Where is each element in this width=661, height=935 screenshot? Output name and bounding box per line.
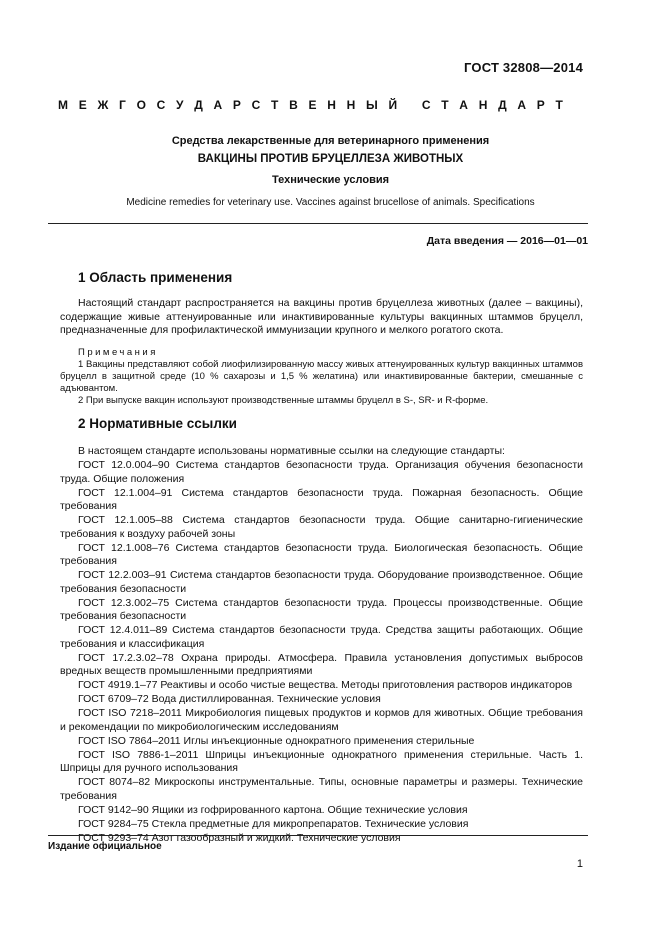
interstate-label-letter: Н xyxy=(478,98,488,112)
interstate-label-letter: Е xyxy=(78,98,87,112)
interstate-label-letter: С xyxy=(421,98,431,112)
header-divider xyxy=(48,223,588,224)
reference-item: ГОСТ 6709–72 Вода дистиллированная. Технические условия xyxy=(78,693,381,705)
reference-item: ГОСТ 12.3.002–75 Система стандартов безопасности труда. Процессы производственные. Общие требования безопасности xyxy=(60,596,583,622)
normative-references xyxy=(60,445,583,846)
interstate-label-letter: Т xyxy=(441,98,449,112)
interstate-standard-label xyxy=(58,98,563,112)
page-number: 1 xyxy=(576,858,583,870)
interstate-label-letter: Д xyxy=(194,98,203,112)
standard-code: ГОСТ 32808—2014 xyxy=(464,60,583,75)
interstate-label-letter: Ы xyxy=(365,98,378,112)
interstate-label-letter: Н xyxy=(327,98,336,112)
interstate-label-letter: Г xyxy=(119,98,126,112)
reference-item: ГОСТ 12.4.011–89 Система стандартов безопасности труда. Средства защиты работающих. Общие требования и классификация xyxy=(60,624,583,650)
introduction-date: Дата введения — 2016—01—01 xyxy=(426,235,588,247)
note-2: 2 При выпуске вакцин используют производственные штаммы бруцелл в S-, SR- и R-форме. xyxy=(78,395,489,406)
reference-item: ГОСТ ISO 7864–2011 Иглы инъекционные однократного применения стерильные xyxy=(78,734,475,747)
interstate-label-letter: У xyxy=(176,98,184,112)
references-intro: В настоящем стандарте использованы нормативные ссылки на следующие стандарты: xyxy=(78,445,505,457)
interstate-label-letter: Ж xyxy=(97,98,109,112)
notes-block xyxy=(60,347,583,407)
document-conditions: Технические условия xyxy=(271,174,390,186)
interstate-label-letter: Е xyxy=(308,98,317,112)
reference-item: ГОСТ 12.1.004–91 Система стандартов безопасности труда. Пожарная безопасность. Общие требования xyxy=(60,486,583,512)
english-title: Medicine remedies for veterinary use. Vaccines against brucellose of animals. Specifications xyxy=(126,197,535,208)
interstate-label-letter: Т xyxy=(271,98,279,112)
interstate-label-letter: Й xyxy=(388,98,398,112)
reference-item: ГОСТ 9293–74 Азот газообразный и жидкий. Технические условия xyxy=(78,831,401,844)
interstate-label-letter: Р xyxy=(536,98,545,112)
interstate-label-letter xyxy=(408,98,411,112)
section-2-heading: 2 Нормативные ссылки xyxy=(78,416,237,431)
reference-item: ГОСТ 17.2.3.02–78 Охрана природы. Атмосфера. Правила установления допустимых выбросов вредных веществ промышленными предприятиями xyxy=(60,651,583,677)
reference-item: ГОСТ 9284–75 Стекла предметные для микропрепаратов. Технические условия xyxy=(78,817,469,830)
interstate-label-letter: А xyxy=(459,98,468,112)
interstate-label-letter: М xyxy=(58,98,68,112)
reference-item: ГОСТ 12.1.008–76 Система стандартов безопасности труда. Биологическая безопасность. Общие требования xyxy=(60,541,583,567)
interstate-label-letter: Р xyxy=(232,98,241,112)
official-edition-label: Издание официальное xyxy=(48,841,162,852)
interstate-label-letter: Н xyxy=(346,98,356,112)
interstate-label-letter: С xyxy=(251,98,261,112)
reference-item: ГОСТ 12.1.005–88 Система стандартов безопасности труда. Общие санитарно-гигиенические требования к воздуху рабочей зоны xyxy=(60,514,583,540)
interstate-label-letter: О xyxy=(136,98,146,112)
interstate-label-letter: В xyxy=(289,98,298,112)
note-1: 1 Вакцины представляют собой лиофилизированную массу живых аттенуированных культур вакцинных штаммов бруцелл в защитной среде (10 % сахарозы и 1,5 % желатина) или инактивированные бактерии, смешанные с адъювантом. xyxy=(60,359,583,394)
reference-item: ГОСТ 12.2.003–91 Система стандартов безопасности труда. Оборудование производственное. Общие требования безопасности xyxy=(60,569,583,595)
footer-divider xyxy=(48,835,588,836)
interstate-label-letter: С xyxy=(156,98,166,112)
interstate-label-letter: А xyxy=(213,98,223,112)
reference-item: ГОСТ ISO 7886-1–2011 Шприцы инъекционные однократного применения стерильные. Часть 1. Шприцы для ручного использования xyxy=(60,748,583,774)
reference-item: ГОСТ ISO 7218–2011 Микробиология пищевых продуктов и кормов для животных. Общие требования и рекомендации по микробиологическим исследованиям xyxy=(60,707,583,733)
reference-item: ГОСТ 12.0.004–90 Система стандартов безопасности труда. Организация обучения безопасности труда. Общие положения xyxy=(60,459,583,485)
section-1-heading: 1 Область применения xyxy=(78,270,233,285)
notes-heading: Примечания xyxy=(78,347,158,358)
section-1-body xyxy=(60,297,583,338)
reference-item: ГОСТ 8074–82 Микроскопы инструментальные. Типы, основные параметры и размеры. Технические требования xyxy=(60,776,583,802)
reference-item: ГОСТ 4919.1–77 Реактивы и особо чистые вещества. Методы приготовления растворов индикаторов xyxy=(78,679,573,691)
interstate-label-letter: Т xyxy=(555,98,563,112)
scope-paragraph: Настоящий стандарт распространяется на вакцины против бруцеллеза животных (далее – вакцины), содержащие живые аттенуированные или инактивированные культуры вакцинных штаммов бруцелл, предназначенные для профилактической иммунизации крупного и мелкого рогатого скота. xyxy=(60,297,583,336)
document-subtitle: Средства лекарственные для ветеринарного применения xyxy=(171,135,490,147)
interstate-label-letter: А xyxy=(517,98,527,112)
interstate-label-letter: Д xyxy=(498,98,507,112)
reference-item: ГОСТ 9142–90 Ящики из гофрированного картона. Общие технические условия xyxy=(78,803,468,816)
document-title: ВАКЦИНЫ ПРОТИВ БРУЦЕЛЛЕЗА ЖИВОТНЫХ xyxy=(197,153,464,165)
